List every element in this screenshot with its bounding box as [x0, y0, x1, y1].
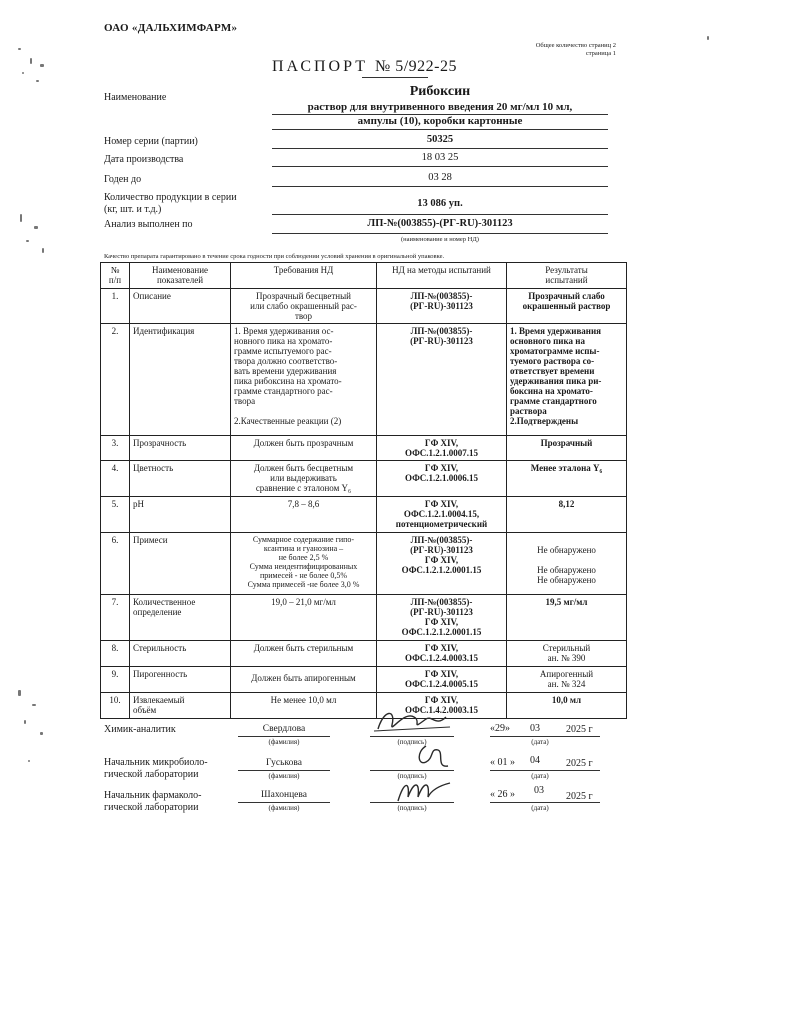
cell-no: 10.	[101, 693, 130, 719]
qty-underline	[272, 214, 608, 215]
date-value: 18 03 25	[421, 152, 459, 163]
qty-label	[104, 192, 237, 216]
table-row	[101, 324, 627, 436]
date-day-chemist: «29»	[490, 723, 510, 734]
caption-signature: (подпись)	[397, 772, 427, 780]
desc-underline-1	[272, 114, 608, 115]
signature-line	[370, 736, 454, 737]
product-desc-line2: ампулы (10), коробки картонные	[357, 115, 523, 127]
role-pharmacology-line1: Начальник фармаколо-	[104, 790, 202, 801]
cell-result: 8,12	[507, 497, 627, 533]
cell-result: Прозрачный	[507, 436, 627, 461]
cell-method: ГФ XIV, ОФС.1.2.1.0004.15, потенциометрический	[377, 497, 507, 533]
analysis-value: ЛП-№(003855)-(РГ-RU)-301123	[367, 218, 513, 229]
signature-line	[370, 770, 454, 771]
table-row	[101, 436, 627, 461]
cell-requirement: Должен быть прозрачным	[231, 436, 377, 461]
surname-microbiology: Гуськова	[266, 758, 302, 768]
cell-indicator: pH	[130, 497, 231, 533]
cell-result: Стерильный ан. № 390	[507, 641, 627, 667]
header-no: № п/п	[101, 263, 130, 289]
caption-surname: (фамилия)	[268, 772, 300, 780]
cell-result: 1. Время удерживания основного пика на хроматограмме испы- туемого раствора со- ответствует времени удерживания пика ри- боксина на хромато- грамме стандартного раствора 2.Подтверждены	[507, 324, 627, 436]
cell-indicator: Примеси	[130, 533, 231, 595]
date-year-pharmacology: 2025 г	[566, 791, 593, 802]
date-label: Дата производства	[104, 154, 184, 165]
cell-result: 19,5 мг/мл	[507, 595, 627, 641]
cell-method: ЛП-№(003855)- (РГ-RU)-301123	[377, 324, 507, 436]
caption-surname: (фамилия)	[268, 804, 300, 812]
series-value: 50325	[426, 134, 454, 145]
date-month-microbiology: 04	[530, 755, 540, 766]
cell-result: Апирогенный ан. № 324	[507, 667, 627, 693]
table-row	[101, 289, 627, 324]
cell-indicator: Цветность	[130, 461, 231, 497]
caption-signature: (подпись)	[397, 804, 427, 812]
header-result: Результаты испытаний	[507, 263, 627, 289]
surname-chemist: Свердлова	[262, 724, 306, 734]
caption-signature: (подпись)	[397, 738, 427, 746]
document-title	[272, 58, 457, 76]
cell-result: Прозрачный слабо окрашенный раствор	[507, 289, 627, 324]
cell-indicator: Прозрачность	[130, 436, 231, 461]
cell-no: 1.	[101, 289, 130, 324]
surname-line	[238, 736, 330, 737]
date-day-microbiology: « 01 »	[490, 757, 515, 768]
cell-requirement: Не менее 10,0 мл	[231, 693, 377, 719]
signature-line	[370, 802, 454, 803]
page-current: страница 1	[585, 50, 616, 57]
analysis-label: Анализ выполнен по	[104, 219, 193, 230]
header-method: НД на методы испытаний	[377, 263, 507, 289]
date-line	[490, 770, 600, 771]
passport-number: № 5/922-25	[374, 58, 458, 75]
cell-requirement: 19,0 – 21,0 мг/мл	[231, 595, 377, 641]
desc-underline-2	[272, 129, 608, 130]
cell-method: ГФ XIV, ОФС.1.2.1.0007.15	[377, 436, 507, 461]
cell-no: 3.	[101, 436, 130, 461]
table-row	[101, 641, 627, 667]
expiry-value: 03 28	[428, 172, 452, 183]
table-row	[101, 693, 627, 719]
number-underline	[362, 77, 428, 78]
cell-indicator: Пирогенность	[130, 667, 231, 693]
qty-label-line2: (кг, шт. и т.д.)	[104, 204, 162, 215]
surname-line	[238, 770, 330, 771]
caption-surname: (фамилия)	[268, 738, 300, 746]
cell-indicator: Извлекаемый объём	[130, 693, 231, 719]
date-line	[490, 802, 600, 803]
cell-method: ЛП-№(003855)- (РГ-RU)-301123	[377, 289, 507, 324]
table-row	[101, 461, 627, 497]
role-microbiology-line2: гической лаборатории	[104, 769, 199, 780]
caption-date: (дата)	[531, 772, 549, 780]
date-month-pharmacology: 03	[534, 785, 544, 796]
qty-label-line1: Количество продукции в серии	[104, 192, 237, 203]
expiry-label: Годен до	[104, 174, 142, 185]
quality-note: Качество препарата гарантировано в течение срока годности при соблюдении условий хранения в оригинальной упаковке.	[104, 253, 445, 260]
cell-requirement: Суммарное содержание гипо- ксантина и гуанозина – не более 2,5 % Сумма неидентифицированных примесей - не более 0,5% Сумма примесей -не более 3,0 %	[231, 533, 377, 595]
signature-chemist	[370, 705, 454, 737]
cell-no: 2.	[101, 324, 130, 436]
product-name: Рибоксин	[409, 84, 471, 99]
date-year-microbiology: 2025 г	[566, 758, 593, 769]
cell-no: 8.	[101, 641, 130, 667]
role-chemist: Химик-аналитик	[104, 724, 176, 735]
cell-requirement: 7,8 – 8,6	[231, 497, 377, 533]
date-year-chemist: 2025 г	[566, 724, 593, 735]
cell-method: ГФ XIV, ОФС.1.2.4.0003.15	[377, 641, 507, 667]
date-underline	[272, 166, 608, 167]
cell-method: ЛП-№(003855)- (РГ-RU)-301123 ГФ XIV, ОФС.1.2.1.2.0001.15	[377, 533, 507, 595]
cell-no: 6.	[101, 533, 130, 595]
header-indicator: Наименование показателей	[130, 263, 231, 289]
series-label: Номер серии (партии)	[104, 136, 198, 147]
role-microbiology-line1: Начальник микробиоло-	[104, 757, 208, 768]
cell-no: 7.	[101, 595, 130, 641]
cell-requirement: Прозрачный бесцветный или слабо окрашенный рас- твор	[231, 289, 377, 324]
date-line	[490, 736, 600, 737]
expiry-underline	[272, 186, 608, 187]
cell-method: ГФ XIV, ОФС.1.4.2.0003.15	[377, 693, 507, 719]
cell-requirement: Должен быть стерильным	[231, 641, 377, 667]
cell-indicator: Описание	[130, 289, 231, 324]
cell-indicator: Стерильность	[130, 641, 231, 667]
date-month-chemist: 03	[530, 723, 540, 734]
spec-table	[100, 262, 627, 719]
surname-line	[238, 802, 330, 803]
cell-no: 9.	[101, 667, 130, 693]
caption-date: (дата)	[531, 804, 549, 812]
cell-requirement: Должен быть апирогенным	[231, 667, 377, 693]
cell-no: 4.	[101, 461, 130, 497]
cell-method: ЛП-№(003855)- (РГ-RU)-301123 ГФ XIV, ОФС.1.2.1.2.0001.15	[377, 595, 507, 641]
surname-pharmacology: Шахонцева	[261, 790, 307, 800]
table-row	[101, 595, 627, 641]
role-pharmacology-line2: гической лаборатории	[104, 802, 199, 813]
cell-method: ГФ XIV, ОФС.1.2.1.0006.15	[377, 461, 507, 497]
cell-no: 5.	[101, 497, 130, 533]
cell-result: Менее эталона Y₆	[507, 461, 627, 497]
table-header-row	[101, 263, 627, 289]
company-name: ОАО «ДАЛЬХИМФАРМ»	[104, 22, 238, 34]
series-underline	[272, 148, 608, 149]
qty-value: 13 086 уп.	[417, 198, 463, 209]
table-row	[101, 533, 627, 595]
pages-total: Общее количество страниц 2	[535, 42, 616, 49]
product-desc-line1: раствор для внутривенного введения 20 мг/мл 10 мл,	[307, 101, 573, 113]
caption-date: (дата)	[531, 738, 549, 746]
page-count	[508, 42, 616, 58]
cell-indicator: Идентификация	[130, 324, 231, 436]
table-row	[101, 667, 627, 693]
cell-result: 10,0 мл	[507, 693, 627, 719]
analysis-underline	[272, 233, 608, 234]
cell-indicator: Количественное определение	[130, 595, 231, 641]
role-microbiology	[104, 757, 208, 781]
cell-result: Не обнаружено Не обнаружено Не обнаружено	[507, 533, 627, 595]
analysis-caption: (наименование и номер НД)	[401, 236, 479, 243]
header-requirement: Требования НД	[231, 263, 377, 289]
role-pharmacology	[104, 790, 201, 814]
cell-requirement: 1. Время удерживания ос- новного пика на хромато- грамме испытуемого рас- твора должно соответство- вать времени удерживания пика рибоксина на хромато- грамме стандартного рас- твора 2.Качественные реакции (2)	[231, 324, 377, 436]
table-row	[101, 497, 627, 533]
title-text: ПАСПОРТ	[272, 58, 368, 75]
cell-method: ГФ XIV, ОФС.1.2.4.0005.15	[377, 667, 507, 693]
date-day-pharmacology: « 26 »	[490, 789, 515, 800]
name-label: Наименование	[104, 92, 167, 103]
cell-requirement: Должен быть бесцветным или выдерживать сравнение с эталоном Y₆	[231, 461, 377, 497]
